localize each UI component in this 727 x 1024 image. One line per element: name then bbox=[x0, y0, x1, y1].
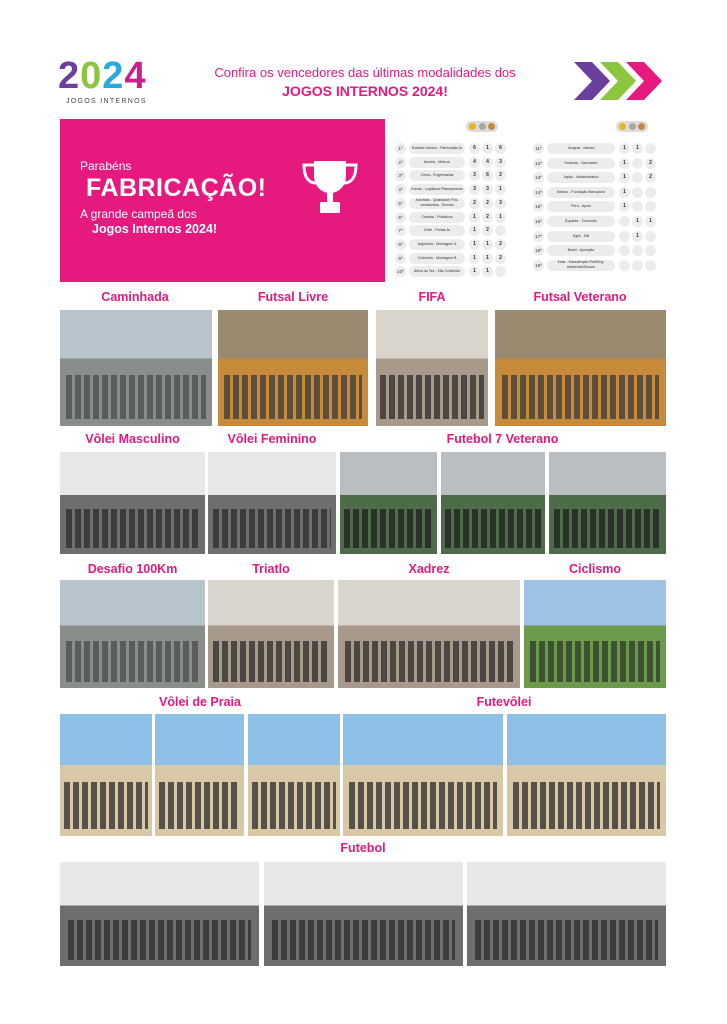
ranking-silver-count: 1 bbox=[482, 143, 493, 154]
ranking-gold-count: 3 bbox=[469, 184, 480, 195]
ranking-gold-count: 1 bbox=[469, 266, 480, 277]
group-people-icon bbox=[213, 641, 329, 682]
ranking-bronze-count bbox=[645, 187, 656, 198]
ranking-gold-count: 1 bbox=[619, 158, 630, 169]
ranking-silver-count bbox=[632, 201, 643, 212]
ranking-row bbox=[395, 239, 520, 251]
photo-futebol7-2 bbox=[441, 452, 545, 554]
title-volei-masculino: Vôlei Masculino bbox=[85, 432, 180, 446]
ranking-table-left bbox=[395, 121, 520, 281]
ranking-row bbox=[395, 253, 520, 265]
ranking-bronze-count bbox=[645, 260, 656, 271]
ranking-gold-count: 1 bbox=[469, 239, 480, 250]
medals-header-icon bbox=[616, 121, 648, 132]
champion-banner bbox=[60, 119, 385, 282]
ranking-gold-count bbox=[619, 260, 630, 271]
group-people-icon bbox=[66, 641, 199, 682]
title-xadrez: Xadrez bbox=[408, 562, 450, 576]
photo-futsal-veterano bbox=[495, 310, 666, 426]
ranking-gold-count: 1 bbox=[619, 172, 630, 183]
chevron-arrows-icon bbox=[574, 62, 666, 100]
ranking-position: 6º bbox=[395, 212, 406, 223]
ranking-gold-count: 1 bbox=[469, 212, 480, 223]
photo-futsal-livre bbox=[218, 310, 368, 426]
group-people-icon bbox=[513, 782, 659, 828]
ranking-gold-count: 2 bbox=[469, 198, 480, 209]
group-people-icon bbox=[213, 509, 331, 548]
ranking-row bbox=[395, 157, 520, 169]
group-people-icon bbox=[380, 375, 483, 419]
ranking-team: Colômbia - Montagem B bbox=[409, 253, 465, 264]
photo-volei-praia-2 bbox=[155, 714, 244, 836]
ranking-row bbox=[395, 225, 520, 237]
photo-triatlo bbox=[208, 580, 334, 688]
ranking-row bbox=[395, 143, 520, 155]
title-caminhada: Caminhada bbox=[101, 290, 169, 304]
banner-congrats: Parabéns bbox=[80, 159, 132, 173]
ranking-position: 5º bbox=[395, 198, 406, 209]
ranking-gold-count: 1 bbox=[469, 253, 480, 264]
title-futebol: Futebol bbox=[340, 841, 386, 855]
ranking-silver-count: 3 bbox=[482, 184, 493, 195]
ranking-silver-count bbox=[632, 245, 643, 256]
trophy-icon bbox=[300, 157, 360, 217]
logo-2024 bbox=[58, 55, 168, 108]
ranking-table-right bbox=[533, 121, 663, 281]
ranking-row bbox=[533, 172, 663, 184]
ranking-team: Austrália - Qualidade/ Pós-vendas/Ass. Técnica bbox=[409, 198, 465, 209]
ranking-row bbox=[533, 245, 663, 257]
ranking-position: 11º bbox=[533, 143, 544, 154]
photo-volei-masculino bbox=[60, 452, 205, 554]
title-fifa: FIFA bbox=[418, 290, 446, 304]
group-people-icon bbox=[475, 920, 658, 960]
ranking-silver-count: 1 bbox=[632, 216, 643, 227]
photo-futebol-2 bbox=[264, 862, 463, 966]
ranking-silver-count bbox=[632, 187, 643, 198]
ranking-bronze-count bbox=[645, 231, 656, 242]
header-line1: Confira os vencedores das últimas modalidades dos bbox=[214, 65, 516, 80]
ranking-bronze-count: 1 bbox=[645, 216, 656, 227]
ranking-position: 1º bbox=[395, 143, 406, 154]
ranking-row bbox=[395, 170, 520, 182]
ranking-position: 12º bbox=[533, 158, 544, 169]
ranking-team: Egito - Bill bbox=[547, 231, 615, 242]
ranking-team: Índia - Manutenção Rott/Eng. Ambiental/Sonum bbox=[547, 260, 615, 271]
ranking-position: 14º bbox=[533, 187, 544, 198]
ranking-bronze-count: 1 bbox=[495, 212, 506, 223]
ranking-team: Holanda - Sanmartin bbox=[547, 158, 615, 169]
title-futsal-veterano: Futsal Veterano bbox=[533, 290, 627, 304]
ranking-position: 10º bbox=[395, 266, 406, 277]
banner-line4: Jogos Internos 2024! bbox=[92, 222, 218, 236]
ranking-silver-count: 1 bbox=[482, 253, 493, 264]
ranking-row bbox=[395, 198, 520, 210]
ranking-row bbox=[533, 201, 663, 213]
ranking-gold-count: 1 bbox=[619, 143, 630, 154]
group-people-icon bbox=[159, 782, 241, 828]
group-people-icon bbox=[224, 375, 362, 419]
ranking-bronze-count: 2 bbox=[495, 253, 506, 264]
ranking-row bbox=[533, 158, 663, 170]
group-people-icon bbox=[345, 641, 512, 682]
ranking-team: Brasil - Aposição bbox=[547, 245, 615, 256]
ranking-bronze-count bbox=[645, 201, 656, 212]
group-people-icon bbox=[252, 782, 337, 828]
header-line2: JOGOS INTERNOS 2024! bbox=[282, 83, 448, 99]
title-futebol7-veterano: Futebol 7 Veterano bbox=[446, 432, 559, 446]
group-people-icon bbox=[272, 920, 455, 960]
ranking-silver-count: 1 bbox=[482, 239, 493, 250]
title-desafio-100km: Desafio 100Km bbox=[87, 562, 178, 576]
ranking-bronze-count bbox=[645, 143, 656, 154]
ranking-gold-count: 4 bbox=[469, 157, 480, 168]
title-futsal-livre: Futsal Livre bbox=[257, 290, 329, 304]
group-people-icon bbox=[502, 375, 659, 419]
ranking-gold-count bbox=[619, 231, 630, 242]
ranking-bronze-count: 2 bbox=[495, 239, 506, 250]
banner-line3: A grande campeã dos bbox=[80, 207, 197, 221]
ranking-bronze-count: 3 bbox=[495, 157, 506, 168]
ranking-silver-count bbox=[632, 172, 643, 183]
ranking-position: 17º bbox=[533, 231, 544, 242]
ranking-bronze-count: 3 bbox=[495, 198, 506, 209]
ranking-silver-count: 1 bbox=[632, 143, 643, 154]
ranking-team: Argentina - Montagem A bbox=[409, 239, 465, 250]
title-volei-de-praia: Vôlei de Praia bbox=[159, 695, 241, 709]
group-people-icon bbox=[68, 920, 251, 960]
title-volei-feminino: Vôlei Feminino bbox=[227, 432, 317, 446]
photo-futebol-3 bbox=[467, 862, 666, 966]
ranking-position: 3º bbox=[395, 170, 406, 181]
ranking-silver-count: 2 bbox=[482, 198, 493, 209]
ranking-position: 13º bbox=[533, 172, 544, 183]
photo-xadrez bbox=[338, 580, 520, 688]
ranking-team: Estados Unidos - Fabricação Ar bbox=[409, 143, 465, 154]
title-ciclismo: Ciclismo bbox=[568, 562, 622, 576]
photo-volei-praia-1 bbox=[60, 714, 152, 836]
ranking-team: Equador - Tecnovito bbox=[547, 216, 615, 227]
ranking-position: 15º bbox=[533, 201, 544, 212]
ranking-team: Chile - Portas Ar bbox=[409, 225, 465, 236]
ranking-silver-count bbox=[632, 260, 643, 271]
ranking-position: 4º bbox=[395, 184, 406, 195]
group-people-icon bbox=[344, 509, 433, 548]
ranking-bronze-count: 2 bbox=[495, 170, 506, 181]
ranking-silver-count: 6 bbox=[482, 170, 493, 181]
ranking-team: Japão - Administrativo bbox=[547, 172, 615, 183]
ranking-position: 16º bbox=[533, 216, 544, 227]
logo-year: 2024 bbox=[58, 55, 147, 97]
group-people-icon bbox=[349, 782, 496, 828]
ranking-team: Uruguai - Manea bbox=[547, 143, 615, 154]
title-triatlo: Triatlo bbox=[252, 562, 290, 576]
logo-subtitle: JOGOS INTERNOS bbox=[66, 98, 147, 105]
group-people-icon bbox=[66, 375, 206, 419]
group-people-icon bbox=[64, 782, 149, 828]
ranking-bronze-count: 1 bbox=[495, 184, 506, 195]
photo-futebol-1 bbox=[60, 862, 259, 966]
ranking-row bbox=[533, 231, 663, 243]
photo-futebol7-3 bbox=[549, 452, 666, 554]
group-people-icon bbox=[66, 509, 199, 548]
header-title bbox=[180, 64, 550, 101]
photo-futevolei-2 bbox=[507, 714, 666, 836]
ranking-row bbox=[533, 143, 663, 155]
ranking-team: Canadá - Pubblicos bbox=[409, 212, 465, 223]
ranking-position: 8º bbox=[395, 239, 406, 250]
ranking-bronze-count bbox=[495, 225, 506, 236]
ranking-bronze-count: 2 bbox=[645, 158, 656, 169]
ranking-row bbox=[533, 187, 663, 199]
ranking-position: 9º bbox=[395, 253, 406, 264]
ranking-bronze-count bbox=[495, 266, 506, 277]
ranking-position: 2º bbox=[395, 157, 406, 168]
group-people-icon bbox=[554, 509, 662, 548]
ranking-gold-count bbox=[619, 245, 630, 256]
ranking-row bbox=[395, 212, 520, 224]
ranking-bronze-count bbox=[645, 245, 656, 256]
ranking-silver-count: 2 bbox=[482, 225, 493, 236]
photo-caminhada bbox=[60, 310, 212, 426]
ranking-team: Peru - Apoio bbox=[547, 201, 615, 212]
ranking-team: China - Engenharias bbox=[409, 170, 465, 181]
ranking-team: Grécia - Logística/ Planejamento bbox=[409, 184, 465, 195]
ranking-gold-count: 6 bbox=[469, 143, 480, 154]
ranking-silver-count: 2 bbox=[482, 212, 493, 223]
photo-desafio-100km bbox=[60, 580, 205, 688]
ranking-gold-count: 1 bbox=[619, 187, 630, 198]
photo-futevolei-1 bbox=[343, 714, 503, 836]
ranking-row bbox=[395, 184, 520, 196]
ranking-gold-count: 1 bbox=[619, 201, 630, 212]
ranking-gold-count bbox=[619, 216, 630, 227]
photo-volei-praia-3 bbox=[248, 714, 340, 836]
ranking-row bbox=[533, 216, 663, 228]
ranking-position: 18º bbox=[533, 245, 544, 256]
ranking-bronze-count: 2 bbox=[645, 172, 656, 183]
ranking-position: 7º bbox=[395, 225, 406, 236]
photo-fifa bbox=[376, 310, 488, 426]
ranking-silver-count: 1 bbox=[482, 266, 493, 277]
ranking-position: 19º bbox=[533, 260, 544, 271]
ranking-row bbox=[395, 266, 520, 278]
photo-ciclismo bbox=[524, 580, 666, 688]
group-people-icon bbox=[530, 641, 661, 682]
ranking-gold-count: 1 bbox=[469, 225, 480, 236]
ranking-team: México - Fundação Marcopolo bbox=[547, 187, 615, 198]
ranking-team: Áustria - Metrcol bbox=[409, 157, 465, 168]
ranking-silver-count bbox=[632, 158, 643, 169]
ranking-silver-count: 1 bbox=[632, 231, 643, 242]
ranking-gold-count: 3 bbox=[469, 170, 480, 181]
photo-volei-feminino bbox=[208, 452, 336, 554]
title-futevolei: Futevôlei bbox=[476, 695, 532, 709]
ranking-team: África do Sul - São Cristóvão bbox=[409, 266, 465, 277]
ranking-bronze-count: 6 bbox=[495, 143, 506, 154]
group-people-icon bbox=[445, 509, 541, 548]
ranking-row bbox=[533, 260, 663, 272]
photo-futebol7-1 bbox=[340, 452, 437, 554]
banner-winner: FABRICAÇÃO! bbox=[86, 174, 267, 202]
ranking-silver-count: 4 bbox=[482, 157, 493, 168]
medals-header-icon bbox=[466, 121, 498, 132]
